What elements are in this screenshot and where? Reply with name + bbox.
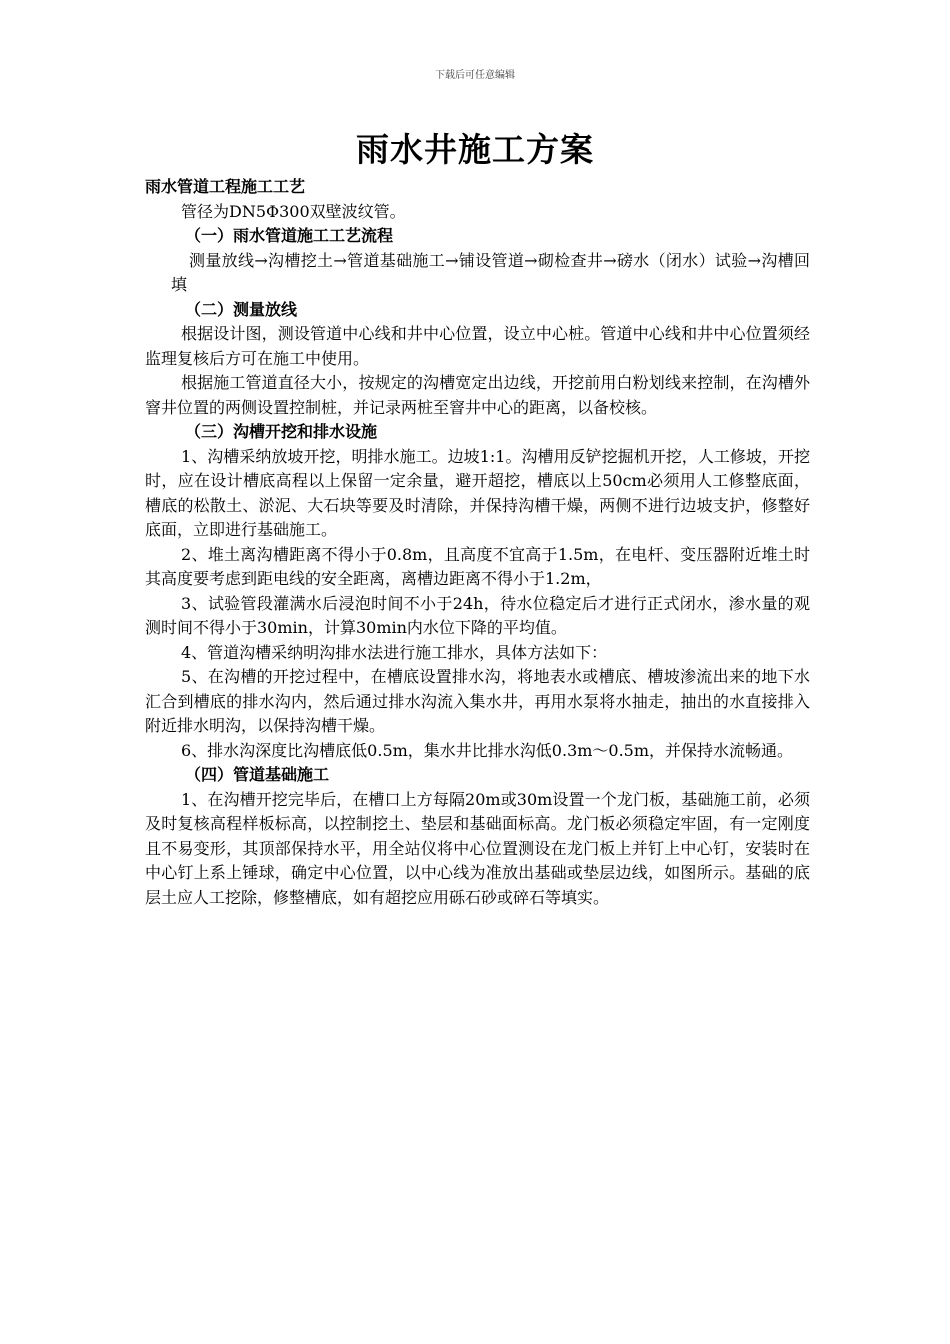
- paragraph: 3、试验管段灌满水后浸泡时间不小于24h，待水位稳定后才进行正式闭水，渗水量的观测时间不得小于30min，计算30min内水位下降的平均值。: [145, 593, 810, 637]
- document-title: 雨水井施工方案: [356, 130, 594, 169]
- paragraph: 6、排水沟深度比沟槽底低0.5m，集水井比排水沟低0.3m～0.5m，并保持水流畅通。: [181, 740, 794, 760]
- process-flow-text: 测量放线→沟槽挖土→管道基础施工→铺设管道→砌检查井→磅水（闭水）试验→沟槽回填: [171, 250, 810, 294]
- paragraph: 1、在沟槽开挖完毕后，在槽口上方每隔20m或30m设置一个龙门板，基础施工前，必须及时复核高程样板标高，以控制挖土、垫层和基础面标高。龙门板必须稳定牢固，有一定刚度且不易变形，其顶部保持水平，用全站仪将中心位置测设在龙门板上并钉上中心钉，安装时在中心钉上系上锤球，确定中心位置，以中心线为准放出基础或垫层边线，如图所示。基础的底层土应人工挖除，修整槽底，如有超挖应用砾石砂或碎石等填实。: [145, 789, 810, 907]
- section-heading: 雨水管道工程施工工艺: [145, 177, 306, 196]
- subsection-heading-1: （一）雨水管道施工工艺流程: [185, 226, 394, 245]
- paragraph: 5、在沟槽的开挖过程中，在槽底设置排水沟，将地表水或槽底、槽坡渗流出来的地下水汇合到槽底的排水沟内，然后通过排水沟流入集水井，再用水泵将水抽走，抽出的水直接排入附近排水明沟，以保持沟槽干燥。: [145, 667, 810, 735]
- paragraph: 4、管道沟槽采纳明沟排水法进行施工排水，具体方法如下：: [181, 642, 608, 662]
- intro-paragraph: 管径为DN5Φ300双壁波纹管。: [181, 201, 406, 221]
- page-header-note: 下载后可任意编辑: [435, 70, 515, 81]
- paragraph: 1、沟槽采纳放坡开挖，明排水施工。边坡1:1。沟槽用反铲挖掘机开挖，人工修坡，开挖时，应在设计槽底高程以上保留一定余量，避开超挖，槽底以上50cm必须用人工修整底面，槽底的松散土、淤泥、大石块等要及时清除，并保持沟槽干燥，两侧不进行边坡支护，修整好底面，立即进行基础施工。: [145, 446, 810, 539]
- paragraph: 根据设计图，测设管道中心线和井中心位置，设立中心桩。管道中心线和井中心位置须经监理复核后方可在施工中使用。: [145, 324, 810, 368]
- document-body: [145, 175, 810, 910]
- paragraph: 根据施工管道直径大小，按规定的沟槽宽定出边线，开挖前用白粉划线来控制，在沟槽外窨井位置的两侧设置控制桩，并记录两桩至窨井中心的距离，以备校核。: [145, 373, 810, 417]
- paragraph: 2、堆土离沟槽距离不得小于0.8m，且高度不宜高于1.5m，在电杆、变压器附近堆土时其高度要考虑到距电线的安全距离，离槽边距离不得小于1.2m，: [145, 544, 810, 588]
- subsection-heading-4: （四）管道基础施工: [185, 765, 330, 784]
- subsection-heading-3: （三）沟槽开挖和排水设施: [185, 422, 378, 441]
- subsection-heading-2: （二）测量放线: [185, 299, 298, 319]
